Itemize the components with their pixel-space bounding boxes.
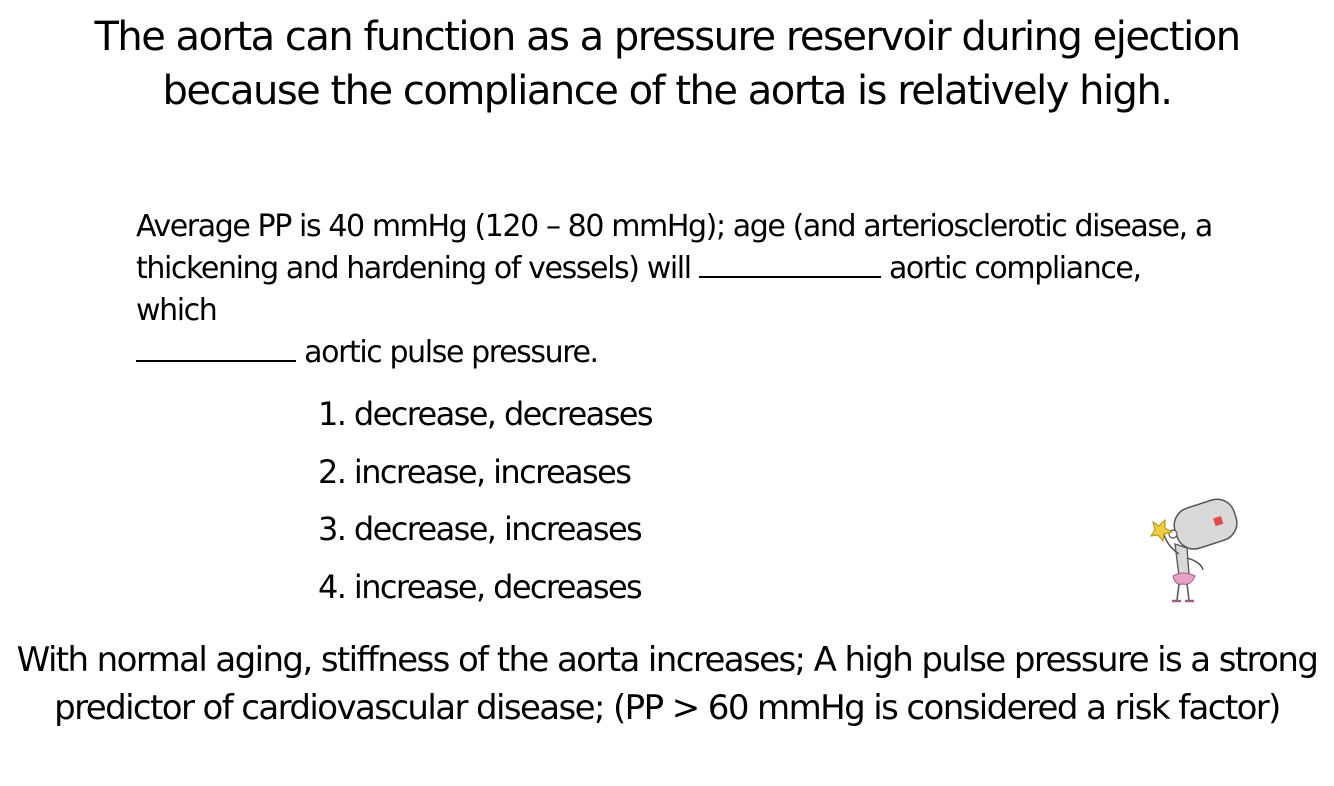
question-part-3: aortic pulse pressure. <box>304 335 598 370</box>
question-part-1: Average PP is 40 mmHg (120 – 80 mmHg); age (and arteriosclerotic disease, a thickening and hardening of vessels) will <box>136 209 1212 286</box>
title-line-2: because the compliance of the aorta is relatively high. <box>162 68 1172 114</box>
title-line-1: The aorta can function as a pressure reservoir during ejection <box>94 14 1240 60</box>
option-3: 3. decrease, increases <box>318 510 642 548</box>
question-text <box>136 206 1226 374</box>
answer-blank-1 <box>699 248 881 278</box>
answer-line-2: predictor of cardiovascular disease; (PP > 60 mmHg is considered a risk factor) <box>54 688 1280 728</box>
option-4: 4. increase, decreases <box>318 567 642 606</box>
option-1: 1. decrease, decreases <box>318 395 652 433</box>
answer-options <box>318 386 652 616</box>
answer-blank-2 <box>136 332 296 362</box>
slide-title <box>0 10 1334 118</box>
answer-line-1: With normal aging, stiffness of the aorta increases; A high pulse pressure is a strong <box>16 640 1318 680</box>
option-2: 2. increase, increases <box>318 452 631 491</box>
cartoon-character-icon <box>1145 496 1241 608</box>
question-part-2: aortic compliance, which <box>136 251 1141 328</box>
answer-explanation <box>0 636 1334 732</box>
